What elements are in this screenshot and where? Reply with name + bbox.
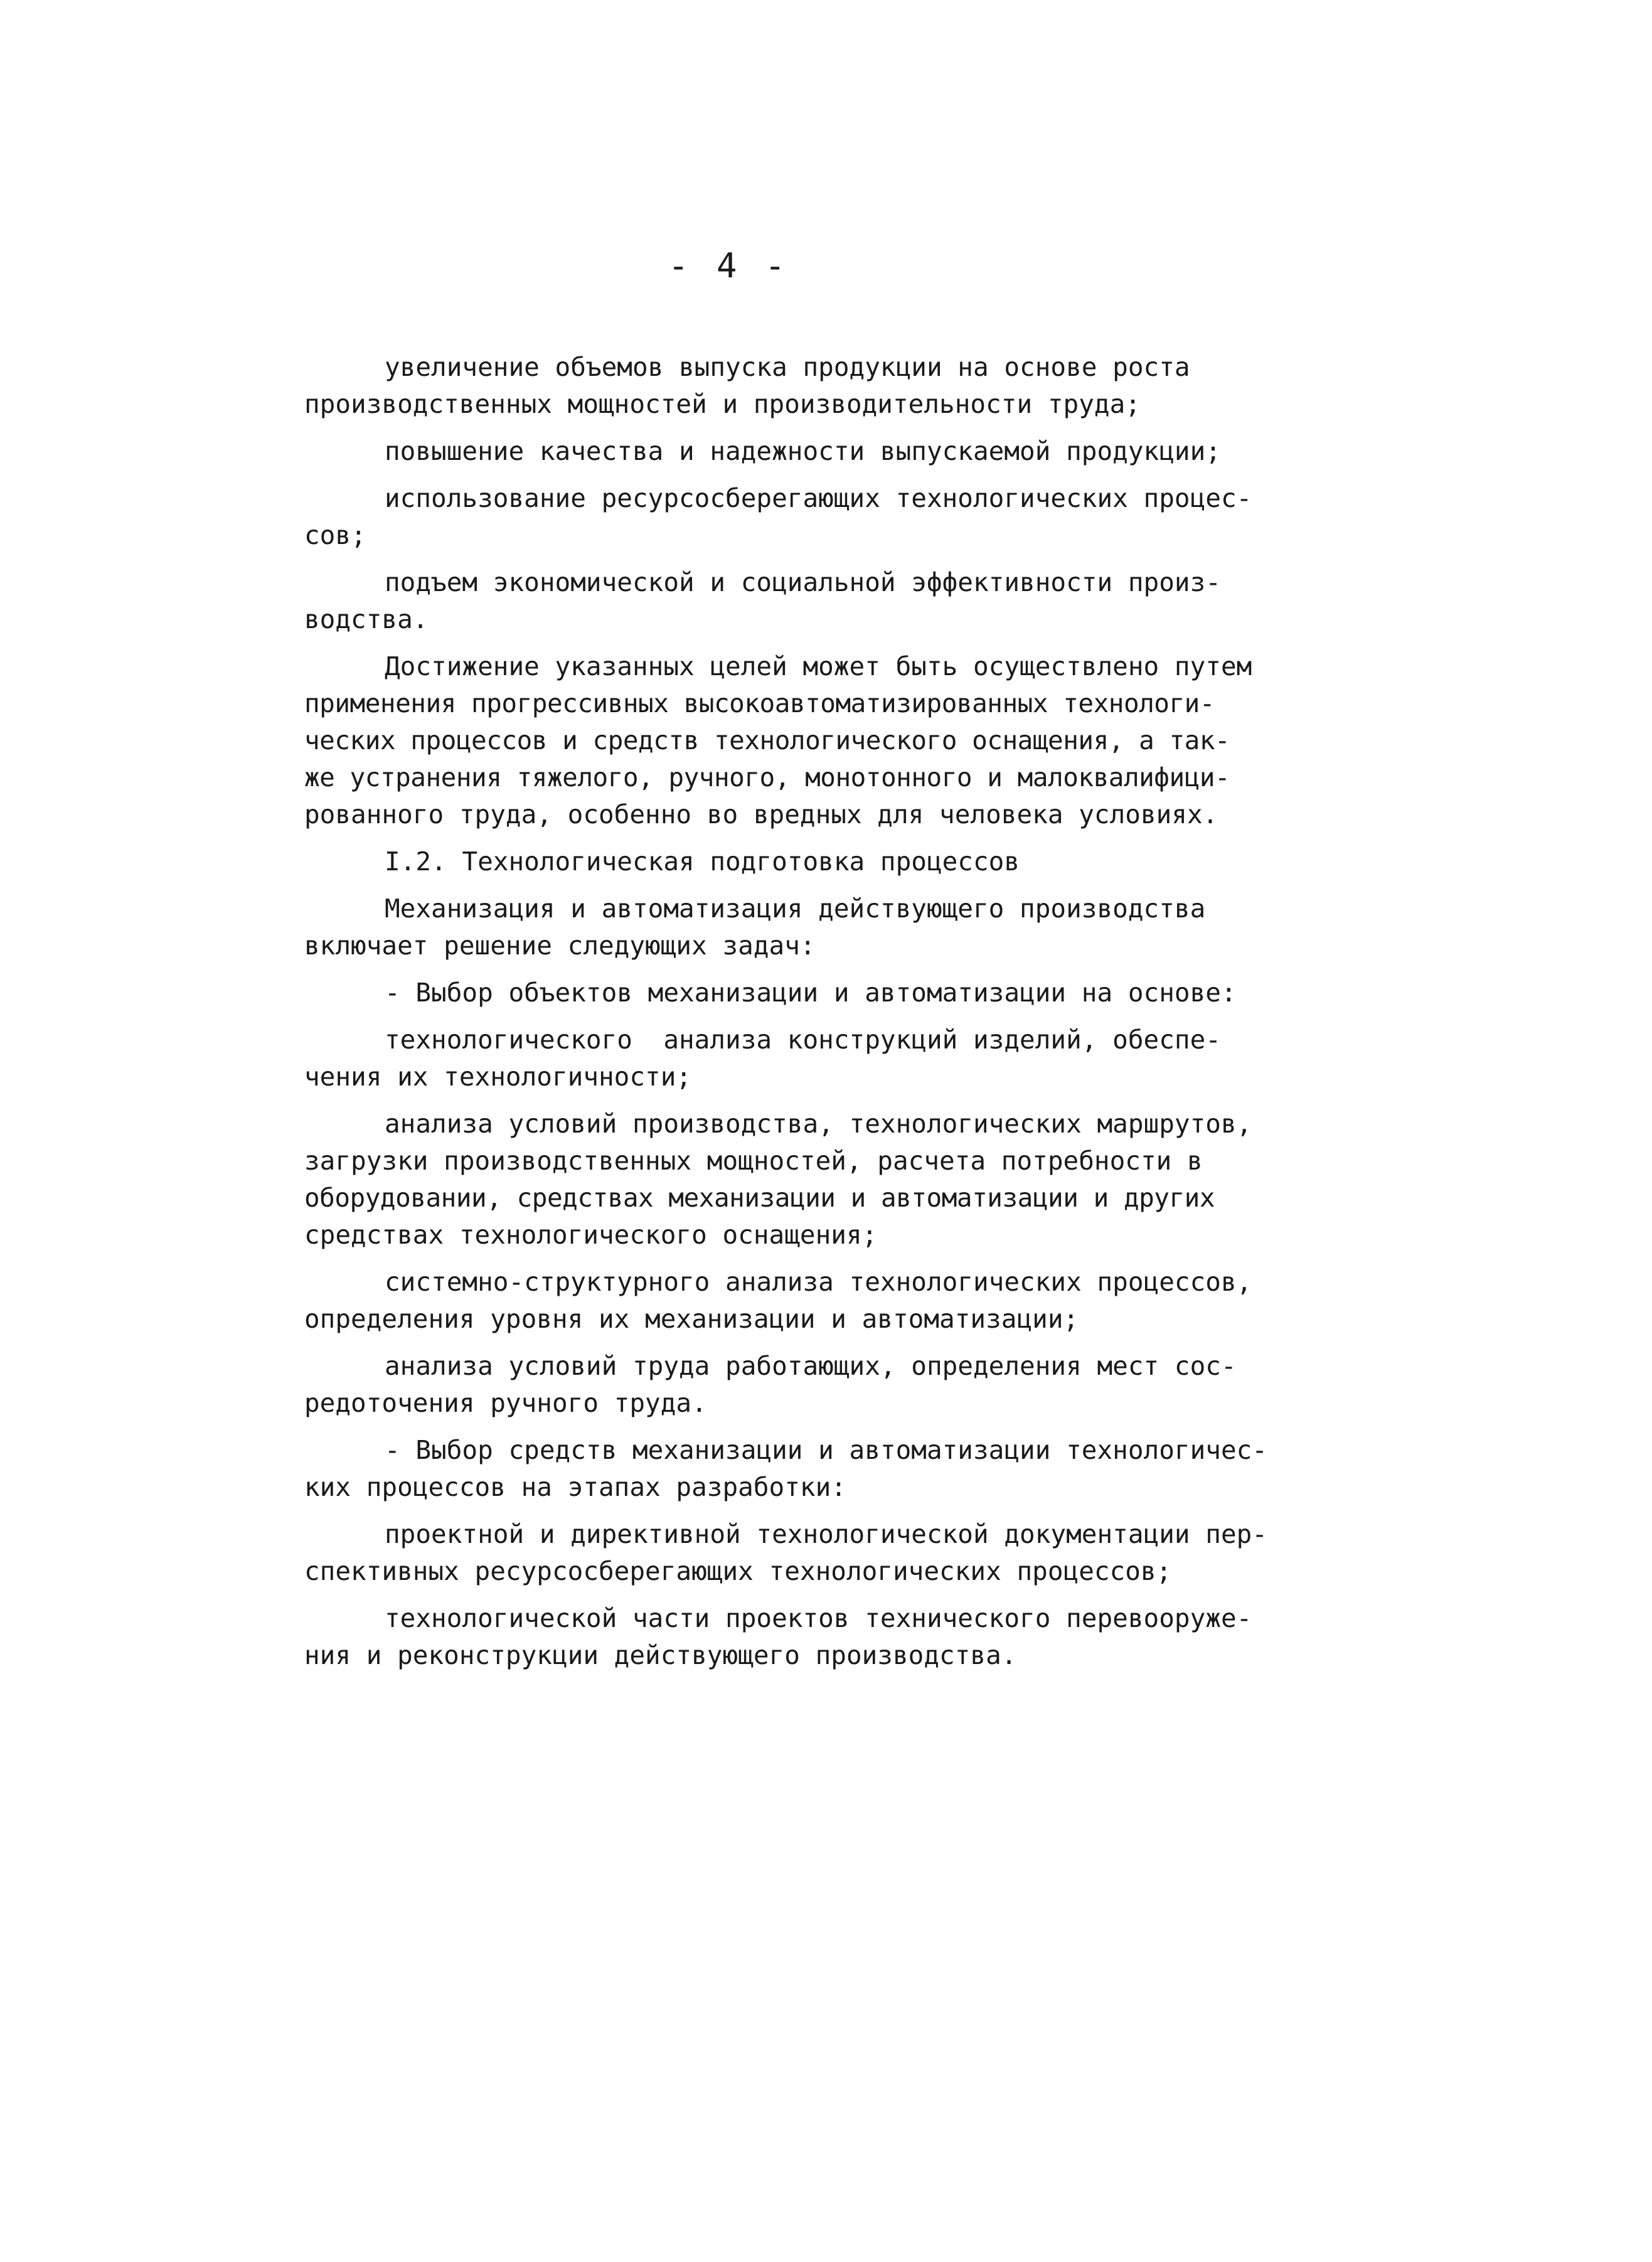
text-line: проектной и директивной технологической документации пер- xyxy=(385,1519,1267,1549)
text-line: загрузки производственных мощностей, расчета потребности в xyxy=(304,1146,1203,1176)
text-line: - Выбор средств механизации и автоматизации технологичес- xyxy=(385,1435,1267,1465)
paragraph-5 xyxy=(304,648,1296,833)
text-line: рованного труда, особенно во вредных для человека условиях. xyxy=(304,799,1218,830)
text-line: Механизация и автоматизация действующего производства xyxy=(385,894,1206,924)
text-line: технологической части проектов технического перевооруже- xyxy=(385,1603,1252,1633)
text-line: оборудовании, средствах механизации и автоматизации и других xyxy=(304,1183,1215,1213)
text-line: ких процессов на этапах разработки: xyxy=(304,1472,846,1502)
page-number: - 4 - xyxy=(668,246,789,285)
text-line: включает решение следующих задач: xyxy=(304,931,816,961)
paragraph-12 xyxy=(304,1348,1296,1422)
text-line: анализа условий труда работающих, определения мест сос- xyxy=(385,1351,1237,1381)
paragraph-3 xyxy=(304,480,1296,554)
text-line: повышение качества и надежности выпускаемой продукции; xyxy=(385,436,1221,466)
paragraph-15 xyxy=(304,1600,1296,1674)
text-line: средствах технологического оснащения; xyxy=(304,1220,878,1250)
paragraph-13 xyxy=(304,1432,1296,1506)
text-line: системно-структурного анализа технологических процессов, xyxy=(385,1267,1252,1297)
paragraph-9 xyxy=(304,1022,1296,1096)
document-body xyxy=(304,349,1296,1684)
paragraph-7 xyxy=(304,890,1296,964)
text-line: водства. xyxy=(304,604,429,634)
text-line: Достижение указанных целей может быть осуществлено путем xyxy=(385,651,1252,681)
text-line: использование ресурсосберегающих технологических процес- xyxy=(385,483,1252,513)
text-line: ческих процессов и средств технологического оснащения, а так- xyxy=(304,725,1230,755)
text-line: производственных мощностей и производительности труда; xyxy=(304,389,1141,419)
text-line: технологического анализа конструкций изделий, обеспе- xyxy=(385,1025,1221,1055)
text-line: анализа условий производства, технологических маршрутов, xyxy=(385,1109,1252,1139)
paragraph-14 xyxy=(304,1516,1296,1590)
text-line: спективных ресурсосберегающих технологических процессов; xyxy=(304,1556,1172,1586)
text-line: чения их технологичности; xyxy=(304,1062,692,1092)
text-line: увеличение объемов выпуска продукции на основе роста xyxy=(385,352,1190,382)
text-line: же устранения тяжелого, ручного, монотонного и малоквалифици- xyxy=(304,762,1230,792)
text-line: редоточения ручного труда. xyxy=(304,1388,707,1418)
paragraph-8 xyxy=(304,974,1296,1011)
section-heading xyxy=(304,843,1296,880)
text-line: сов; xyxy=(304,520,366,550)
text-line: подъем экономической и социальной эффективности произ- xyxy=(385,567,1221,597)
paragraph-1 xyxy=(304,349,1296,423)
text-line: - Выбор объектов механизации и автоматизации на основе: xyxy=(385,978,1237,1008)
paragraph-2 xyxy=(304,433,1296,470)
paragraph-10 xyxy=(304,1106,1296,1254)
text-line: применения прогрессивных высокоавтоматизированных технологи- xyxy=(304,688,1215,718)
paragraph-4 xyxy=(304,564,1296,638)
text-line: определения уровня их механизации и автоматизации; xyxy=(304,1304,1079,1334)
paragraph-11 xyxy=(304,1264,1296,1338)
section-heading-text: I.2. Технологическая подготовка процессов xyxy=(385,846,1020,877)
text-line: ния и реконструкции действующего производства. xyxy=(304,1640,1017,1670)
